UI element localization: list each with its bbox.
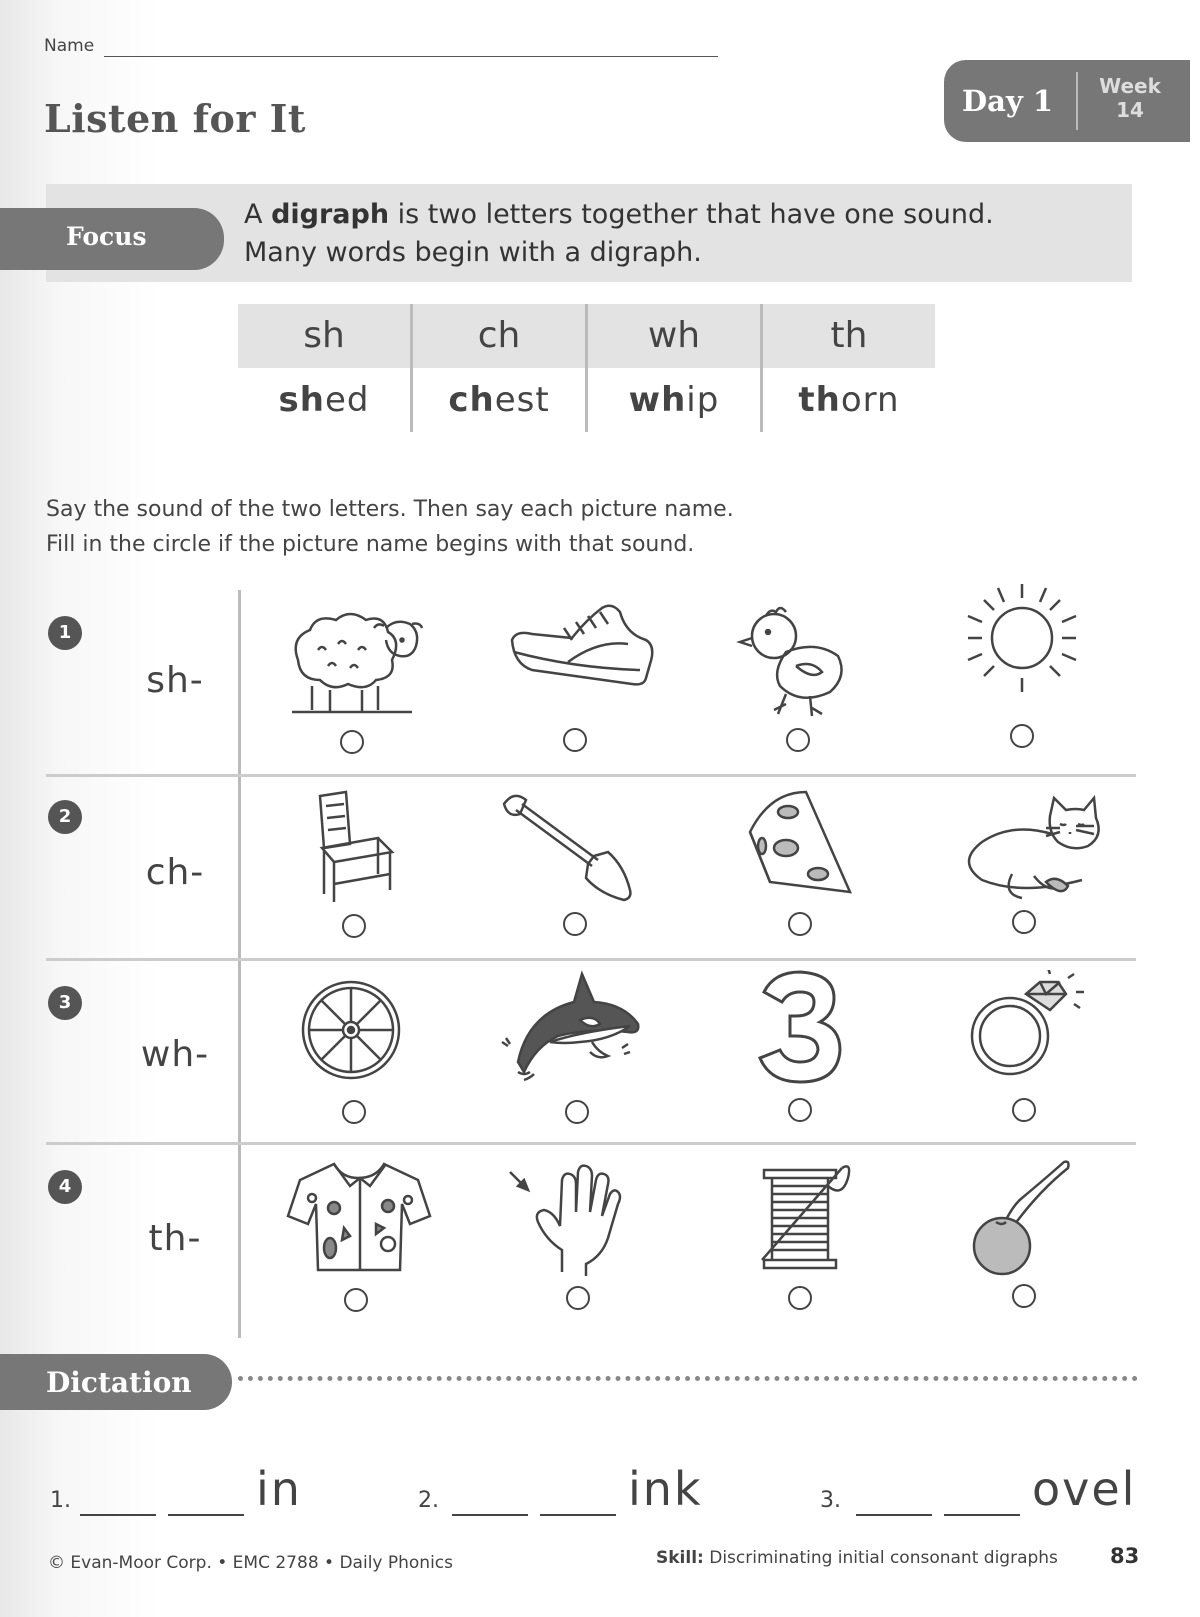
digraph-example-word: whip (628, 380, 720, 420)
answer-bubble[interactable] (1012, 910, 1036, 934)
row-number-badge: 4 (48, 1170, 82, 1204)
cheese-icon (744, 790, 894, 906)
cherry-icon (952, 1160, 1102, 1276)
week-label: Week (1099, 74, 1161, 98)
dictation-item (418, 1462, 748, 1522)
cat-icon (956, 788, 1106, 904)
shirt-icon (284, 1158, 434, 1274)
row-digraph-label: ch- (145, 852, 205, 893)
row-digraph-label: sh- (146, 660, 204, 701)
word-ending: in (256, 1462, 302, 1516)
row-number-badge: 1 (48, 616, 82, 650)
answer-bubble[interactable] (788, 1098, 812, 1122)
page-title: Listen for It (44, 96, 306, 141)
dictation-tag (0, 1354, 232, 1410)
dictation-item (50, 1462, 350, 1522)
three-icon (724, 970, 874, 1086)
letter-blank[interactable] (168, 1514, 244, 1516)
digraph-example-word: thorn (798, 380, 900, 420)
row-number-badge: 3 (48, 986, 82, 1020)
week-number: 14 (1116, 98, 1144, 122)
sun-icon (946, 580, 1096, 696)
dictation-tag-label: Dictation (46, 1366, 192, 1399)
focus-tag-label: Focus (66, 222, 147, 251)
dotted-rule (238, 1376, 1138, 1381)
answer-bubble[interactable] (563, 728, 587, 752)
shovel-icon (498, 792, 648, 908)
day-label: Day 1 (962, 84, 1054, 118)
letter-blank[interactable] (452, 1514, 528, 1516)
row-digraph-label: th- (148, 1218, 202, 1259)
answer-bubble[interactable] (1012, 1098, 1036, 1122)
answer-bubble[interactable] (342, 914, 366, 938)
digraph-example-word: shed (278, 380, 370, 420)
dictation-item (820, 1462, 1150, 1522)
digraph-letters: sh (238, 304, 410, 368)
digraph-letters: wh (588, 304, 760, 368)
digraph-column (413, 304, 585, 432)
dictation-number: 2. (418, 1488, 439, 1513)
copyright-footer: © Evan-Moor Corp. • EMC 2788 • Daily Phonics (48, 1553, 454, 1573)
digraph-column (763, 304, 935, 432)
day-week-badge (944, 60, 1190, 142)
grid-vertical-divider (238, 590, 241, 1338)
answer-bubble[interactable] (563, 912, 587, 936)
answer-bubble[interactable] (786, 728, 810, 752)
chair-icon (282, 790, 432, 906)
digraph-column (238, 304, 410, 432)
row-digraph-label: wh- (140, 1034, 210, 1075)
focus-line-2: Many words begin with a digraph. (244, 237, 702, 268)
page-number: 83 (1110, 1544, 1140, 1568)
wheel-icon (276, 974, 426, 1090)
name-label: Name (44, 36, 95, 56)
skill-label: Skill: (656, 1548, 704, 1568)
answer-bubble[interactable] (1010, 724, 1034, 748)
word-ending: ovel (1032, 1462, 1137, 1516)
name-write-line[interactable] (104, 56, 718, 57)
digraph-letters: ch (413, 304, 585, 368)
week-block (1084, 74, 1176, 122)
letter-blank[interactable] (80, 1514, 156, 1516)
focus-line-1: A digraph is two letters together that have one sound. (244, 199, 994, 230)
letter-blank[interactable] (856, 1514, 932, 1516)
shoe-icon (504, 604, 654, 720)
row-divider (46, 774, 1136, 777)
focus-keyword: digraph (271, 199, 390, 230)
answer-bubble[interactable] (788, 1286, 812, 1310)
skill-footer (656, 1548, 1058, 1568)
digraph-example-word: chest (448, 380, 550, 420)
letter-blank[interactable] (944, 1514, 1020, 1516)
thumb-icon (504, 1160, 654, 1276)
whale-icon (500, 968, 650, 1084)
focus-text (244, 196, 1124, 272)
thread-icon (722, 1160, 872, 1276)
instruction-line-2: Fill in the circle if the picture name begins with that sound. (46, 532, 695, 557)
badge-divider (1076, 72, 1078, 130)
dictation-number: 3. (820, 1488, 841, 1513)
skill-text: Discriminating initial consonant digraphs (703, 1548, 1058, 1568)
answer-bubble[interactable] (788, 912, 812, 936)
answer-bubble[interactable] (565, 1100, 589, 1124)
sheep-icon (278, 600, 428, 716)
answer-bubble[interactable] (340, 730, 364, 754)
answer-bubble[interactable] (566, 1286, 590, 1310)
answer-bubble[interactable] (344, 1288, 368, 1312)
answer-bubble[interactable] (1012, 1284, 1036, 1308)
instruction-line-1: Say the sound of the two letters. Then say each picture name. (46, 497, 734, 522)
digraph-letters: th (763, 304, 935, 368)
dictation-number: 1. (50, 1488, 71, 1513)
digraph-column (588, 304, 760, 432)
word-ending: ink (628, 1462, 703, 1516)
letter-blank[interactable] (540, 1514, 616, 1516)
ring-icon (950, 970, 1100, 1086)
focus-tag (0, 208, 224, 270)
answer-bubble[interactable] (342, 1100, 366, 1124)
row-divider (46, 958, 1136, 961)
row-divider (46, 1142, 1136, 1145)
chick-icon (726, 604, 876, 720)
instructions (46, 492, 734, 562)
row-number-badge: 2 (48, 800, 82, 834)
